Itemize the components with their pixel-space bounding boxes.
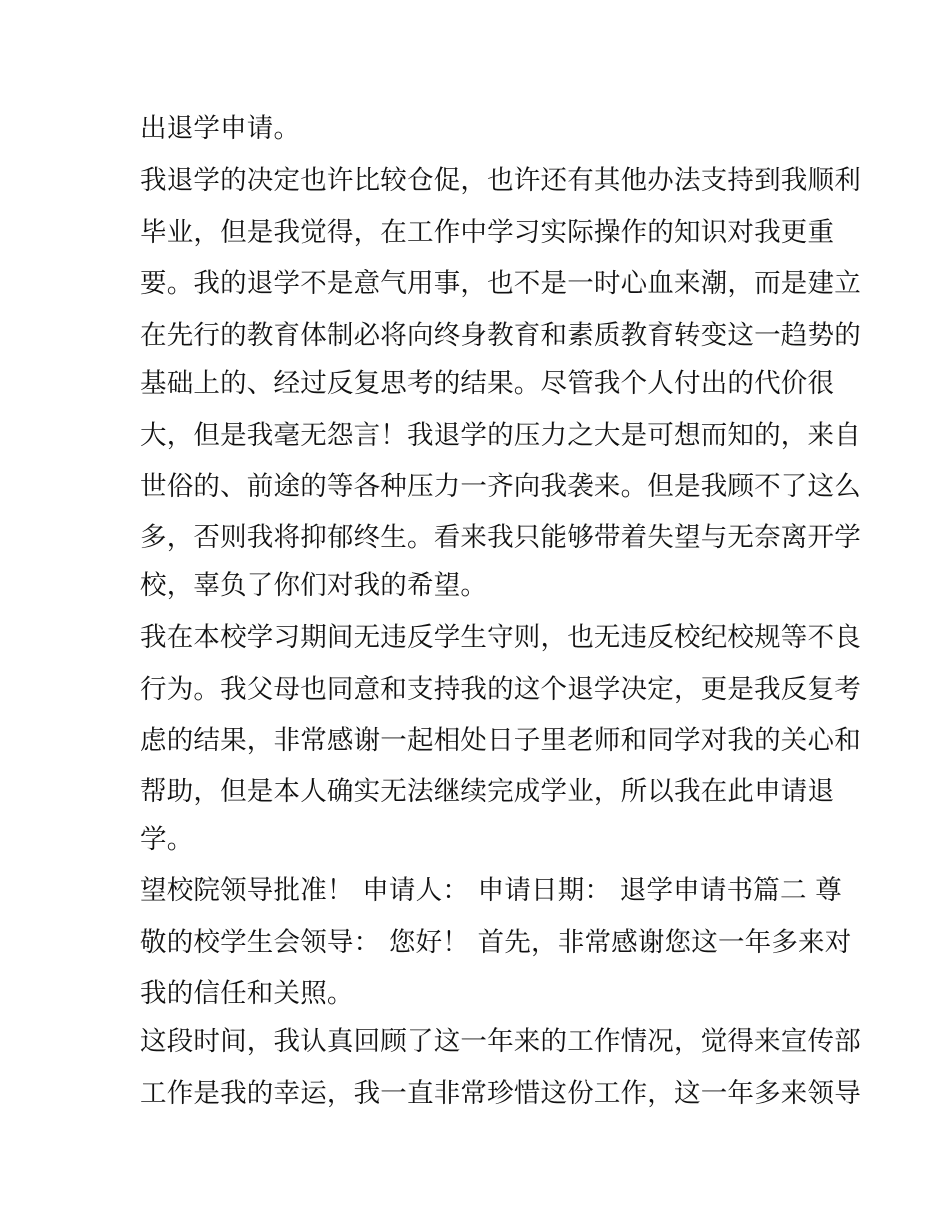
text-line: 工作是我的幸运，我一直非常珍惜这份工作，这一年多来领导: [140, 1078, 861, 1109]
text-line: 虑的结果，非常感谢一起相处日子里老师和同学对我的关心和: [140, 725, 861, 756]
text-line: 敬的校学生会领导： 您好！ 首先，非常感谢您这一年多来对: [140, 927, 852, 958]
text-line: 校，辜负了你们对我的希望。: [140, 570, 488, 601]
text-line: 在先行的教育体制必将向终身教育和素质教育转变这一趋势的: [140, 320, 861, 351]
text-line: 我的信任和关照。: [140, 978, 354, 1009]
text-line: 毕业，但是我觉得，在工作中学习实际操作的知识对我更重: [140, 217, 835, 248]
text-line: 多，否则我将抑郁终生。看来我只能够带着失望与无奈离开学: [140, 522, 861, 553]
text-line: 我退学的决定也许比较仓促，也许还有其他办法支持到我顺利: [140, 165, 861, 196]
text-line: 帮助，但是本人确实无法继续完成学业，所以我在此申请退: [140, 776, 835, 807]
text-line: 学。: [140, 824, 194, 855]
text-line: 行为。我父母也同意和支持我的这个退学决定，更是我反复考: [140, 674, 861, 705]
text-line: 世俗的、前途的等各种压力一齐向我袭来。但是我顾不了这么: [140, 471, 861, 502]
text-line: 望校院领导批准！ 申请人： 申请日期： 退学申请书篇二 尊: [140, 875, 842, 906]
text-line: 大，但是我毫无怨言！我退学的压力之大是可想而知的，来自: [140, 420, 861, 451]
text-line: 基础上的、经过反复思考的结果。尽管我个人付出的代价很: [140, 368, 835, 399]
text-line: 要。我的退学不是意气用事，也不是一时心血来潮，而是建立: [140, 268, 861, 299]
text-line: 这段时间，我认真回顾了这一年来的工作情况，觉得来宣传部: [140, 1026, 861, 1057]
text-line: 我在本校学习期间无违反学生守则，也无违反校纪校规等不良: [140, 622, 861, 653]
text-line: 出退学申请。: [140, 113, 301, 144]
